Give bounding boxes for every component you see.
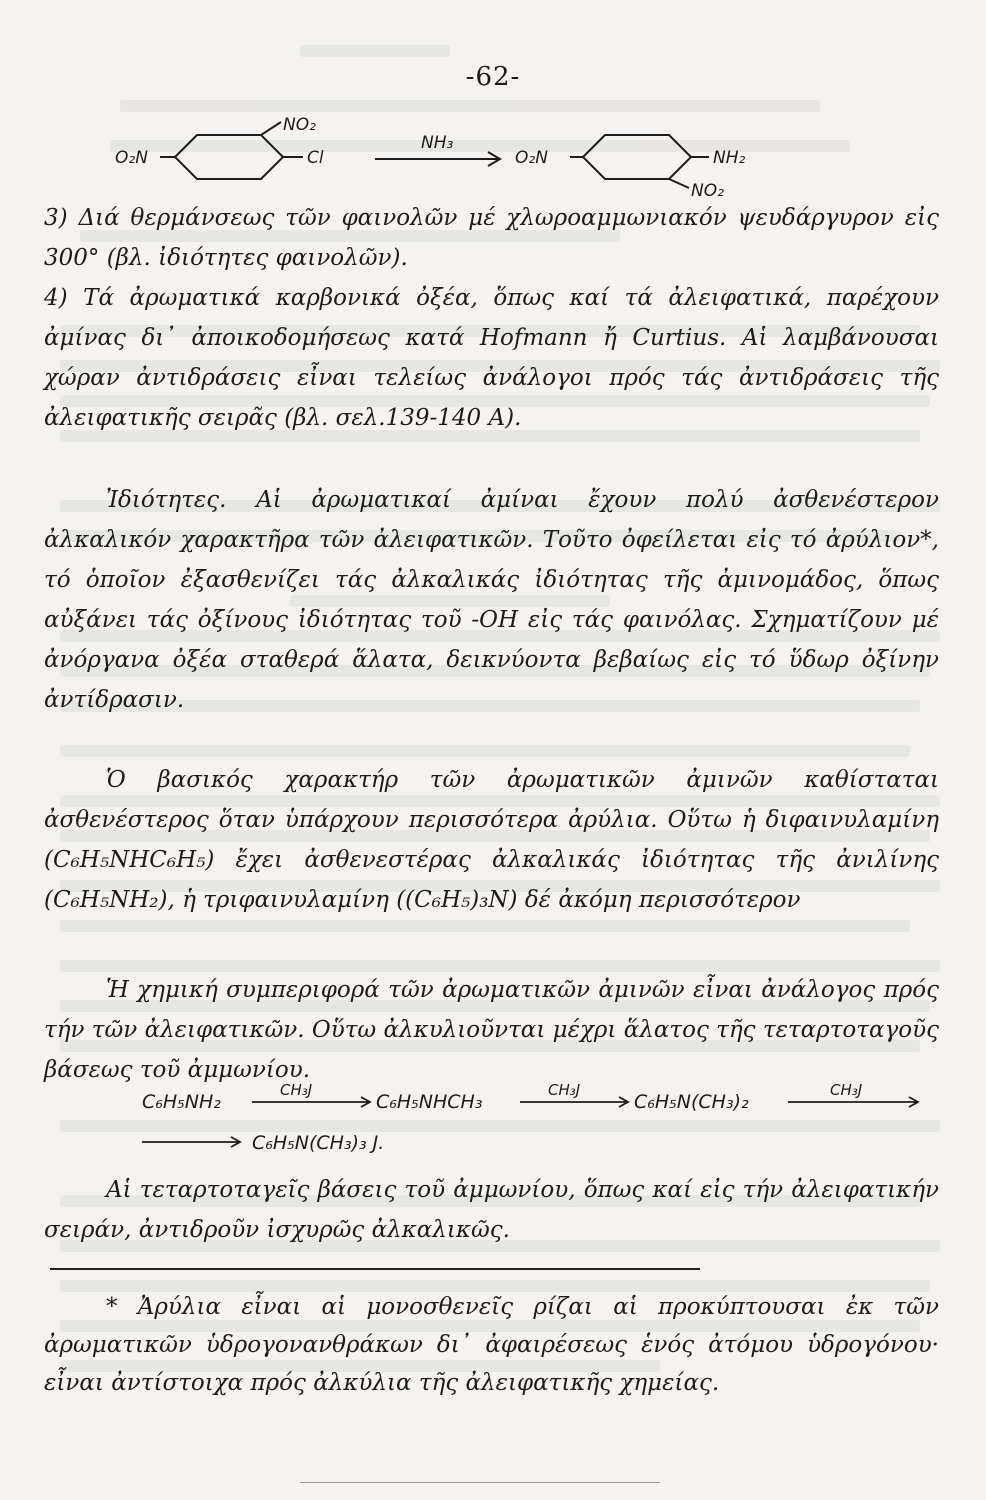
text-block-basic-character — [44, 760, 939, 920]
alkylation-step-3: C₆H₅N(CH₃)₂ — [634, 1091, 749, 1113]
reaction-reagent: NH₃ — [421, 133, 454, 153]
product-left-group: O₂N — [515, 148, 548, 168]
alkylation-step-1: C₆H₅NH₂ — [142, 1091, 221, 1113]
alkylation-reagent-3: CH₃J — [830, 1081, 863, 1099]
paragraph-basic-character: Ὁ βασικός χαρακτήρ τῶν ἀρωματικῶν ἀμινῶν καθίσταται ἀσθενέστερος ὅταν ὑπάρχουν περισσότερα ἀρύλια. Οὕτω ἡ διφαινυλαμίνη (C₆H₅NHC₆H₅) ἔχει ἀσθενεστέρας ἀλκαλικάς ἰδιότητας τῆς ἀνιλίνης (C₆H₅NH₂), ἡ τριφαινυλαμίνη ((C₆H₅)₃N) δέ ἀκόμη περισσότερον — [44, 767, 939, 913]
reactant-top-group: NO₂ — [283, 115, 316, 135]
footnote — [44, 1288, 939, 1402]
text-block-quaternary-bases — [44, 1170, 939, 1250]
product-bottom-group: NO₂ — [691, 181, 724, 198]
benzene-ring-product — [583, 135, 691, 179]
alkylation-step-2: C₆H₅NHCH₃ — [376, 1091, 483, 1113]
text-block-chemical-behaviour — [44, 970, 939, 1090]
product-right-group: NH₂ — [713, 148, 746, 168]
reaction-scheme-alkylation — [140, 1078, 930, 1164]
paragraph-properties: Ἰδιότητες. Αἱ ἀρωματικαί ἀμίναι ἔχουν πολύ ἀσθενέστερον ἀλκαλικόν χαρακτῆρα τῶν ἀλειφατικῶν. Τοῦτο ὀφείλεται εἰς τό ἀρύλιον*, τό ὁποῖον ἐξασθενίζει τάς ἀλκαλικάς ἰδιότητας τῆς ἀμινομάδος, ὅπως αὐξάνει τάς ὀξίνους ἰδιότητας τοῦ -ΟΗ εἰς τάς φαινόλας. Σχηματίζουν μέ ἀνόργανα ὀξέα σταθερά ἅλατα, δεικνύοντα βεβαίως εἰς τό ὕδωρ ὀξίνην ἀντίδρασιν. — [44, 487, 939, 713]
benzene-ring-reactant — [175, 135, 283, 179]
footnote-text: * Ἀρύλια εἶναι αἱ μονοσθενεῖς ρίζαι αἱ προκύπτουσαι ἐκ τῶν ἀρωματικῶν ὑδρογονανθράκων δι᾽ ἀφαιρέσεως ἑνός ἀτόμου ὑδρογόνου· εἶναι ἀντίστοιχα πρός ἀλκύλια τῆς ἀλειφατικῆς χημείας. — [44, 1294, 939, 1396]
text-block-properties — [44, 480, 939, 720]
reaction-2-drawing — [140, 1078, 930, 1164]
paragraph-chemical-behaviour: Ἡ χημική συμπεριφορά τῶν ἀρωματικῶν ἀμινῶν εἶναι ἀνάλογος πρός τήν τῶν ἀλειφατικῶν. Οὕτω ἀλκυλιοῦνται μέχρι ἅλατος τῆς τεταρτοταγοῦς βάσεως τοῦ ἀμμωνίου. — [44, 977, 939, 1083]
footnote-divider — [50, 1268, 700, 1270]
reactant-left-group: O₂N — [115, 148, 148, 168]
text-block-preparation — [44, 198, 939, 438]
reactant-right-group: Cl — [307, 148, 324, 168]
alkylation-reagent-1: CH₃J — [280, 1081, 313, 1099]
reaction-scheme-nitro-substitution — [105, 112, 865, 198]
paragraph-quaternary-bases: Αἱ τεταρτοταγεῖς βάσεις τοῦ ἀμμωνίου, ὅπως καί εἰς τήν ἀλειφατικήν σειράν, ἀντιδροῦν ἰσχυρῶς ἀλκαλικῶς. — [44, 1177, 939, 1243]
paragraph-method-3: 3) Διά θερμάνσεως τῶν φαινολῶν μέ χλωροαμμωνιακόν ψευδάργυρον εἰς 300° (βλ. ἰδιότητες φαινολῶν). — [44, 205, 939, 271]
page-number: -62- — [465, 62, 521, 92]
alkylation-step-4: C₆H₅N(CH₃)₃ J. — [252, 1132, 385, 1154]
reaction-1-drawing — [105, 112, 865, 198]
bottom-divider — [300, 1482, 660, 1483]
paragraph-method-4: 4) Τά ἀρωματικά καρβονικά ὀξέα, ὅπως καί τά ἀλειφατικά, παρέχουν ἀμίνας δι᾽ ἀποικοδομήσεως κατά Hofmann ἤ Curtius. Αἱ λαμβάνουσαι χώραν ἀντιδράσεις εἶναι τελείως ἀνάλογοι πρός τάς ἀντιδράσεις τῆς ἀλειφατικῆς σειρᾶς (βλ. σελ.139-140 Α). — [44, 285, 939, 431]
alkylation-reagent-2: CH₃J — [548, 1081, 581, 1099]
